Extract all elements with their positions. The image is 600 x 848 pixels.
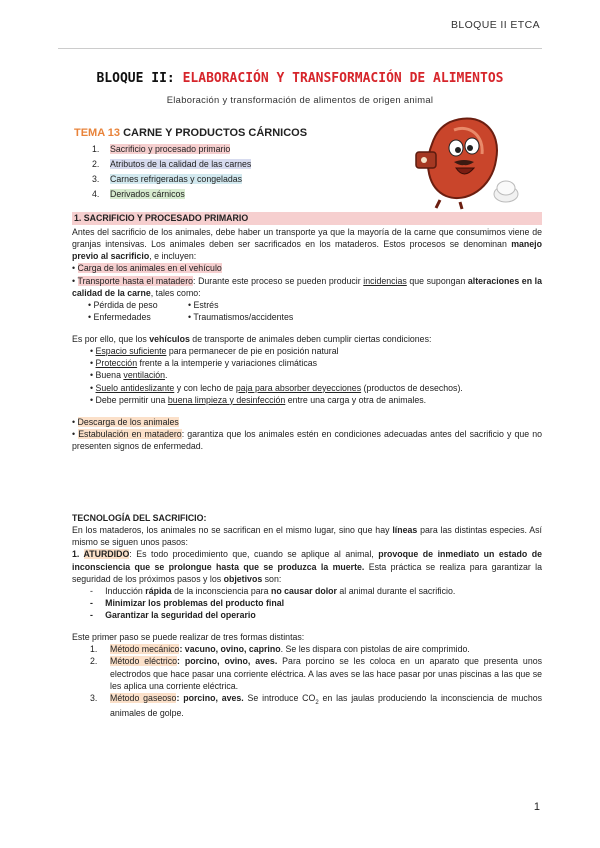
formas-paragraph: Este primer paso se puede realizar de tres formas distintas: xyxy=(72,632,305,643)
meat-mascot-illustration xyxy=(410,108,522,210)
toc-item: 3. Carnes refrigeradas y congeladas xyxy=(92,174,243,184)
list-item: • Transporte hasta el matadero: Durante este proceso se pueden producir incidencias que supongan alteraciones en la calidad de la carne, tales como: xyxy=(72,275,542,298)
table-of-contents xyxy=(92,143,251,203)
page-number: 1 xyxy=(533,801,540,813)
condiciones-list xyxy=(72,345,542,406)
header-divider xyxy=(58,48,542,49)
metodos-list xyxy=(72,643,542,719)
list-item: • Estabulación en matadero: garantiza que los animales estén en condiciones adecuadas antes del sacrificio y que no presenten signos de enfermedad. xyxy=(72,428,543,451)
section-heading-tecnologia: TECNOLOGÍA DEL SACRIFICIO: xyxy=(72,513,207,523)
section-sacrificio-content xyxy=(72,226,542,452)
list-item: 3. Método gaseoso: porcino, aves. Se introduce $CO_2$ en las jaulas produciendo la inconsciencia de muchos animales de golpe. xyxy=(90,692,542,718)
tecnologia-paragraph: En los mataderos, los animales no se sacrifican en el mismo lugar, sino que hay líneas para las distintas especies. Así mismo se siguen unos pasos: xyxy=(72,525,543,548)
toc-item: 4. Derivados cárnicos xyxy=(92,189,185,199)
list-item: - Minimizar los problemas del producto final xyxy=(90,597,285,608)
list-item: • Descarga de los animales xyxy=(72,416,179,427)
page-subtitle: Elaboración y transformación de alimentos de origen animal xyxy=(166,94,434,105)
intro-paragraph: Antes del sacrificio de los animales, debe haber un transporte ya que la mayoría de la carne que consumimos viene de granjas intensivas. Los animales deben ser sacrificados en los mataderos. Estos procesos se denominan manejo previo al sacrificio, e incluyen: xyxy=(72,227,542,262)
tema-heading: TEMA 13 CARNE Y PRODUCTOS CÁRNICOS xyxy=(74,127,308,139)
list-item: - Inducción rápida de la inconsciencia para no causar dolor al animal durante el sacrificio. xyxy=(90,585,456,596)
list-item: • Buena ventilación. xyxy=(90,370,168,381)
title-highlight: ELABORACIÓN Y TRANSFORMACIÓN DE ALIMENTOS xyxy=(182,71,504,86)
list-item: • Protección frente a la intemperie y variaciones climáticas xyxy=(90,358,318,369)
list-item: • Espacio suficiente para permanecer de pie en posición natural xyxy=(90,346,339,357)
aturdido-paragraph: 1. ATURDIDO: Es todo procedimiento que, cuando se aplique al animal, provoque de inmediato un estado de inconsciencia que se prolongue hasta que se produzca la muerte. Esta práctica se realiza para garantizar la seguridad de los próximos pasos y los objetivos son: xyxy=(72,549,542,584)
page-header: BLOQUE II ETCA xyxy=(450,19,540,31)
incidencias-list: • Pérdida de peso • Estrés xyxy=(88,299,219,310)
list-item: • Suelo antideslizante y con lecho de paja para absorber deyecciones (productos de desechos). xyxy=(90,382,463,393)
incidencias-list: • Enfermedades • Traumatismos/accidentes xyxy=(88,311,294,322)
section-tecnologia xyxy=(72,512,542,719)
toc-item: 1. Sacrificio y procesado primario xyxy=(92,144,231,154)
list-item: - Garantizar la seguridad del operario xyxy=(90,610,256,620)
list-item: 1. Método mecánico: vacuno, ovino, caprino. Se les dispara con pistolas de aire comprimido. xyxy=(90,644,470,655)
page-title: BLOQUE II: ELABORACIÓN Y TRANSFORMACIÓN DE ALIMENTOS xyxy=(96,71,504,86)
list-item: 2. Método eléctrico: porcino, ovino, aves. Para porcino se les coloca en un aparato que presenta unos electrodos que hace pasar una corriente eléctrica. A las aves se las hace pasar por unas piscinas a las que se les aplica una corriente eléctrica. xyxy=(90,656,543,691)
toc-item: 2. Atributos de la calidad de las carnes xyxy=(92,159,252,169)
list-item: • Debe permitir una buena limpieza y desinfección entre una carga y otra de animales. xyxy=(90,394,427,405)
meat-body xyxy=(428,118,497,198)
vehiculos-paragraph: Es por ello, que los vehículos de transporte de animales deben cumplir ciertas condiciones: xyxy=(72,334,432,344)
list-item: • Carga de los animales en el vehículo xyxy=(72,263,222,274)
section-heading-sacrificio: 1. SACRIFICIO Y PROCESADO PRIMARIO xyxy=(72,212,542,225)
objetivos-list xyxy=(72,585,542,621)
